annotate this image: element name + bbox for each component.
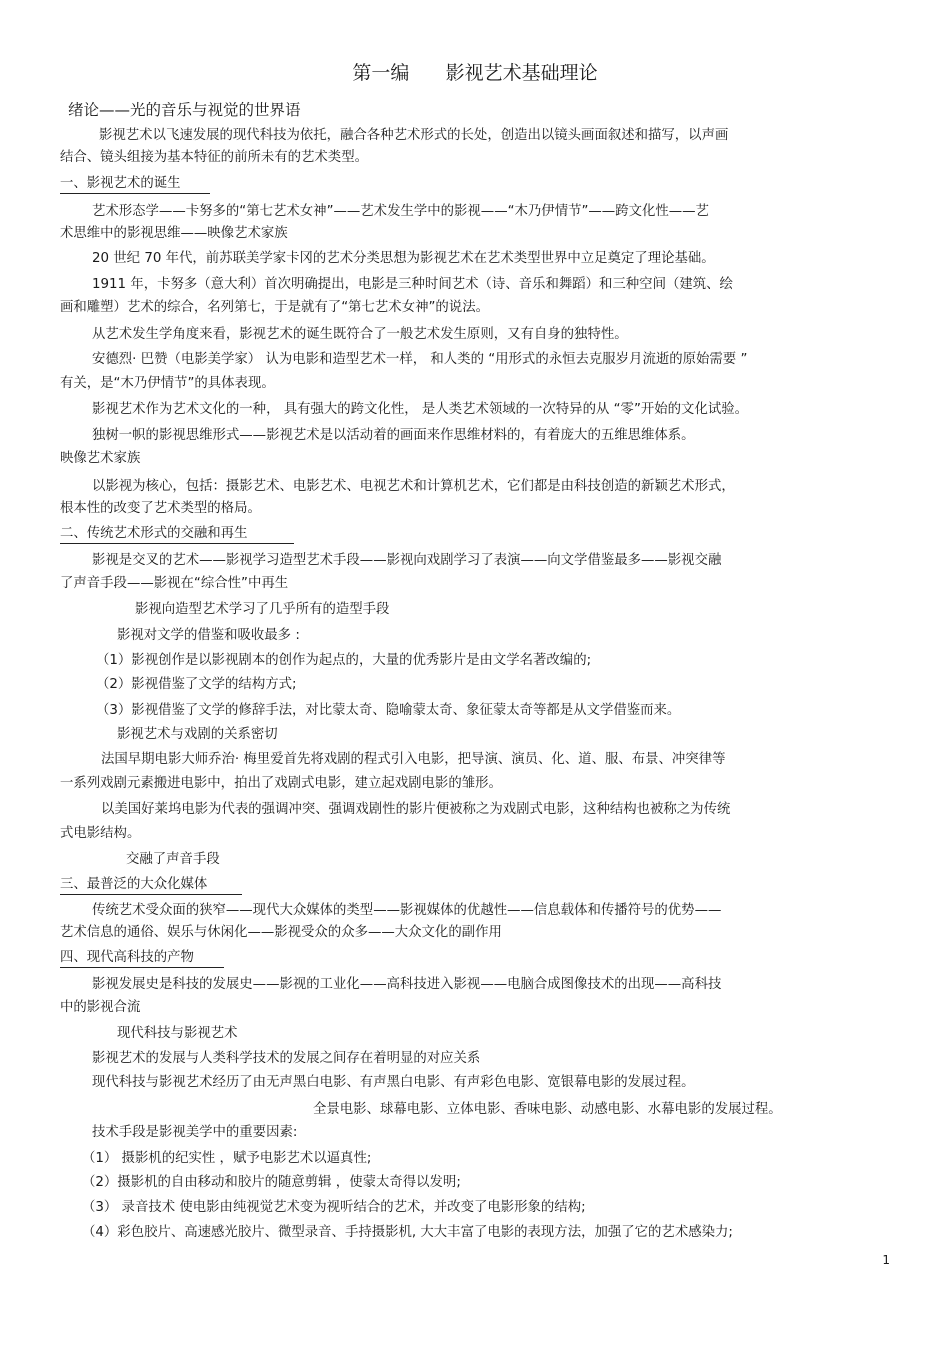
list-item: （2）摄影机的自由移动和胶片的随意剪辑 ，使蒙太奇得以发明; — [82, 1175, 461, 1190]
paragraph-line: 影视艺术的发展与人类科学技术的发展之间存在着明显的对应关系 — [92, 1051, 481, 1066]
paragraph-line: 影视是交叉的艺术——影视学习造型艺术手段——影视向戏剧学习了表演——向文学借鉴最多——影视交融 — [92, 553, 722, 568]
paragraph-line: 影视向造型艺术学习了几乎所有的造型手段 — [135, 602, 390, 617]
paragraph-line: 1911 年，卡努多（意大利）首次明确提出，电影是三种时间艺术（诗、音乐和舞蹈）和三种空间（建筑、绘 — [92, 277, 733, 292]
paragraph-line: 艺术形态学——卡努多的“第七艺术女神”——艺术发生学中的影视——“木乃伊情节”——跨文化性——艺 — [92, 204, 709, 219]
paragraph-line: 影视对文学的借鉴和吸收最多 : — [117, 628, 300, 643]
section-heading: 一、影视艺术的诞生 — [60, 175, 210, 194]
paragraph-line: 式电影结构。 — [60, 826, 141, 841]
intro-line: 结合、镜头组接为基本特征的前所未有的艺术类型。 — [60, 150, 368, 165]
list-item: （3） 录音技术 使电影由纯视觉艺术变为视听结合的艺术，并改变了电影形象的结构; — [82, 1200, 586, 1215]
page-title: 第一编 影视艺术基础理论 — [352, 62, 598, 84]
paragraph-line: 全景电影、球幕电影、立体电影、香味电影、动感电影、水幕电影的发展过程。 — [313, 1102, 782, 1117]
section-heading: 二、传统艺术形式的交融和再生 — [60, 525, 294, 544]
paragraph-line: 了声音手段——影视在“综合性”中再生 — [60, 576, 289, 591]
paragraph-line: 以美国好莱坞电影为代表的强调冲突、强调戏剧性的影片便被称之为戏剧式电影，这种结构也被称之为传统 — [101, 802, 731, 817]
list-item: （1） 摄影机的纪实性 ，赋予电影艺术以逼真性; — [82, 1151, 372, 1166]
paragraph-line: 一系列戏剧元素搬进电影中，拍出了戏剧式电影，建立起戏剧电影的雏形。 — [60, 776, 502, 791]
paragraph-line: 术思维中的影视思维——映像艺术家族 — [60, 226, 288, 241]
paragraph-line: 中的影视合流 — [60, 1000, 141, 1015]
paragraph-line: 独树一帜的影视思维形式——影视艺术是以活动着的画面来作思维材料的，有着庞大的五维思维体系。 — [92, 428, 695, 443]
section-heading: 三、最普泛的大众化媒体 — [60, 876, 242, 895]
paragraph-line: 根本性的改变了艺术类型的格局。 — [60, 501, 261, 516]
paragraph-line: 艺术信息的通俗、娱乐与休闲化——影视受众的众多——大众文化的副作用 — [60, 925, 502, 940]
paragraph-line: 影视发展史是科技的发展史——影视的工业化——高科技进入影视——电脑合成图像技术的出现——高科技 — [92, 977, 722, 992]
page-subtitle: 绪论——光的音乐与视觉的世界语 — [68, 101, 301, 119]
list-item: （2）影视借鉴了文学的结构方式; — [96, 677, 297, 692]
paragraph-line: 安德烈· 巴赞（电影美学家） 认为电影和造型艺术一样， 和人类的 “用形式的永恒去克服岁月流逝的原始需要 ” — [92, 352, 748, 367]
paragraph-line: 映像艺术家族 — [60, 451, 141, 466]
section-heading: 四、现代高科技的产物 — [60, 949, 224, 968]
paragraph-line: 20 世纪 70 年代，前苏联美学家卡冈的艺术分类思想为影视艺术在艺术类型世界中立足奠定了理论基础。 — [92, 251, 715, 266]
paragraph-line: 法国早期电影大师乔治· 梅里爱首先将戏剧的程式引入电影，把导演、演员、化、道、服、布景、冲突律等 — [101, 752, 726, 767]
paragraph-line: 交融了声音手段 — [126, 852, 220, 867]
paragraph-line: 技术手段是影视美学中的重要因素: — [92, 1125, 298, 1140]
list-item: （3）影视借鉴了文学的修辞手法，对比蒙太奇、隐喻蒙太奇、象征蒙太奇等都是从文学借鉴而来。 — [96, 703, 681, 718]
list-item: （1）影视创作是以影视剧本的创作为起点的，大量的优秀影片是由文学名著改编的; — [96, 653, 592, 668]
paragraph-line: 以影视为核心，包括：摄影艺术、电影艺术、电视艺术和计算机艺术，它们都是由科技创造的新颖艺术形式， — [92, 479, 735, 494]
list-item: （4）彩色胶片、高速感光胶片、微型录音、手持摄影机, 大大丰富了电影的表现方法，加强了它的艺术感染力; — [82, 1225, 733, 1240]
paragraph-line: 影视艺术作为艺术文化的一种， 具有强大的跨文化性， 是人类艺术领域的一次特异的从 “零”开始的文化试验。 — [92, 402, 748, 417]
paragraph-line: 现代科技与影视艺术经历了由无声黑白电影、有声黑白电影、有声彩色电影、宽银幕电影的发展过程。 — [92, 1075, 695, 1090]
paragraph-line: 现代科技与影视艺术 — [117, 1026, 238, 1041]
paragraph-line: 传统艺术受众面的狭窄——现代大众媒体的类型——影视媒体的优越性——信息载体和传播符号的优势—— — [92, 903, 722, 918]
paragraph-line: 画和雕塑）艺术的综合，名列第七，于是就有了“第七艺术女神”的说法。 — [60, 300, 489, 315]
paragraph-line: 影视艺术与戏剧的关系密切 — [117, 727, 278, 742]
paragraph-line: 有关，是“木乃伊情节”的具体表现。 — [60, 376, 275, 391]
paragraph-line: 从艺术发生学角度来看，影视艺术的诞生既符合了一般艺术发生原则，又有自身的独特性。 — [92, 327, 628, 342]
page-number: 1 — [882, 1253, 890, 1267]
intro-line: 影视艺术以飞速发展的现代科技为依托，融合各种艺术形式的长处，创造出以镜头画面叙述和描写，以声画 — [99, 128, 729, 143]
